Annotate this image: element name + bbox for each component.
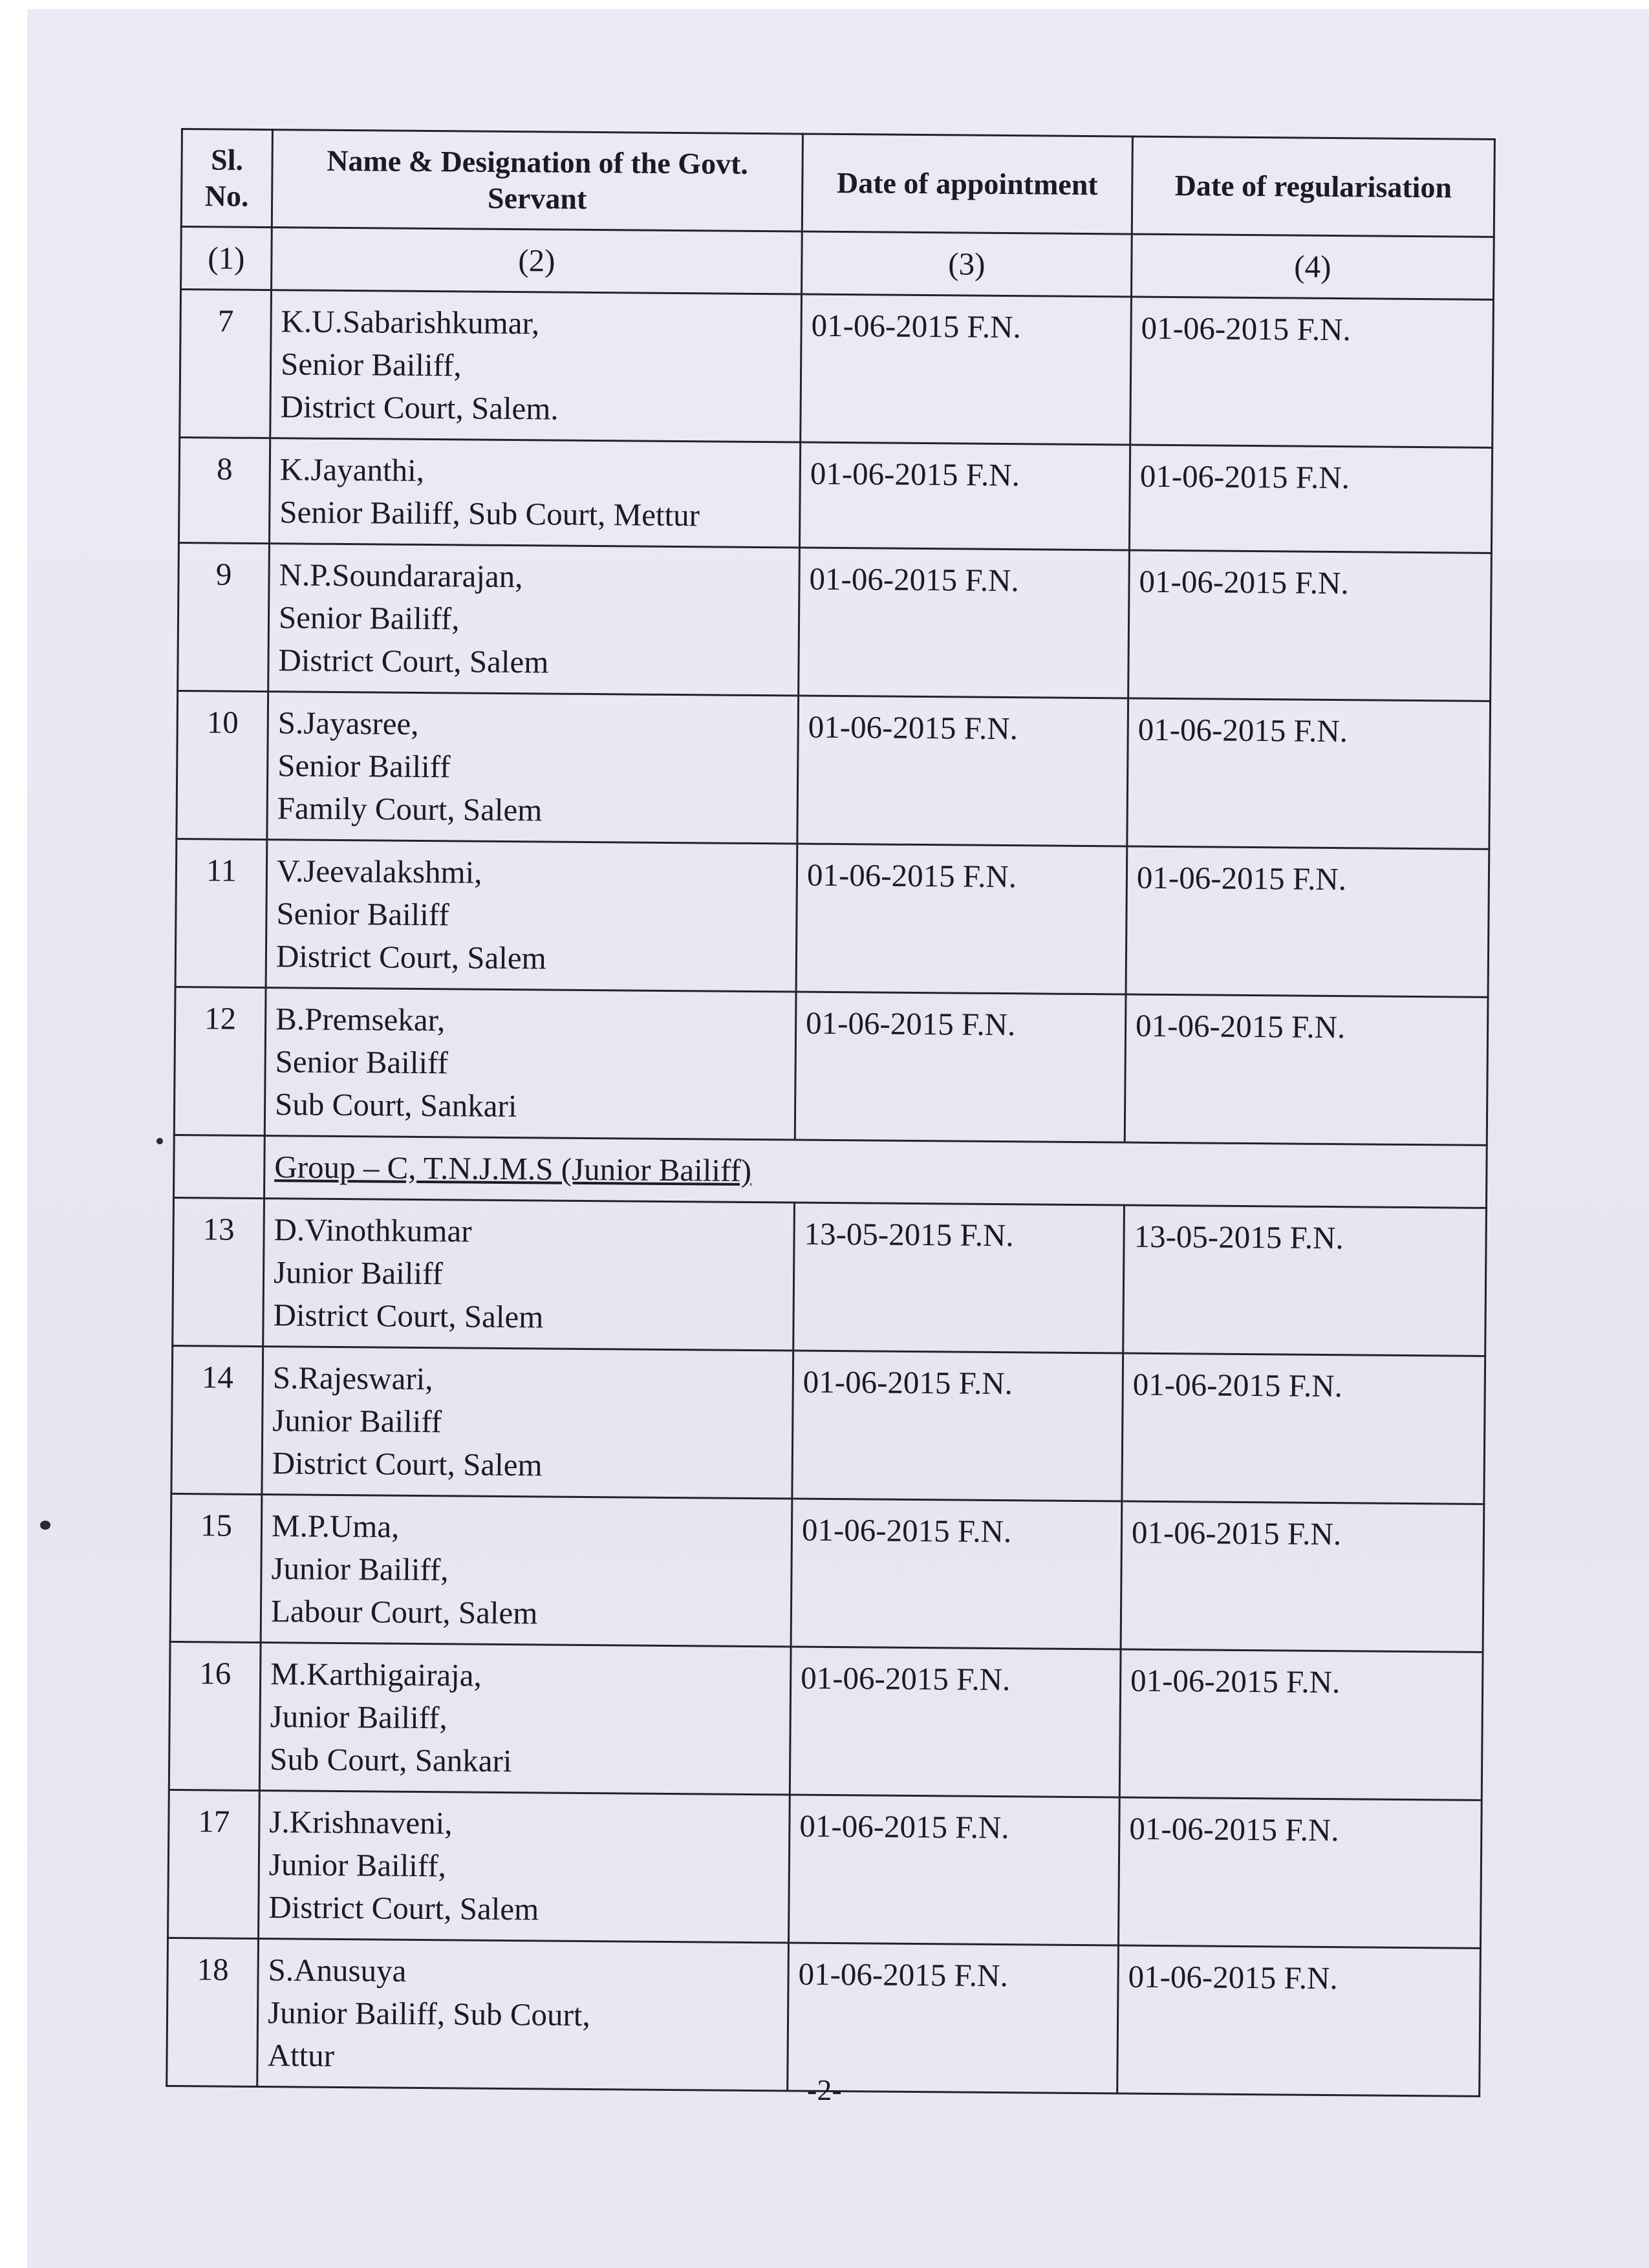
column-index-2: (2) <box>272 228 803 294</box>
name-designation-cell <box>270 290 802 442</box>
scan-speck <box>40 1521 50 1530</box>
scan-edge-left <box>0 0 27 2268</box>
name-designation-line: Junior Bailiff, <box>271 1550 449 1588</box>
serial-number-cell: 11 <box>175 839 267 987</box>
name-designation-line: Sub Court, Sankari <box>269 1741 512 1779</box>
name-designation-line: D.Vinothkumar <box>274 1212 472 1249</box>
scan-speck <box>156 1138 163 1144</box>
scan-edge-top <box>0 0 1649 9</box>
name-designation-line: N.P.Soundararajan, <box>279 557 523 595</box>
name-designation-cell <box>262 1347 793 1499</box>
regularisation-date-cell: 01-06-2015 F.N. <box>1122 1353 1485 1504</box>
group-heading-row <box>174 1135 1487 1208</box>
name-designation-line: Junior Bailiff, <box>270 1698 447 1736</box>
table-row <box>180 290 1494 448</box>
table-row <box>177 690 1491 849</box>
appointment-date-cell: 13-05-2015 F.N. <box>793 1203 1125 1353</box>
name-designation-line: Junior Bailiff, <box>268 1846 447 1884</box>
appointment-date-cell: 01-06-2015 F.N. <box>792 1351 1123 1501</box>
table-row <box>173 1197 1487 1356</box>
name-designation-line: M.Karthigairaja, <box>270 1656 482 1693</box>
name-designation-line: S.Anusuya <box>268 1952 407 1989</box>
name-designation-line: M.P.Uma, <box>271 1508 400 1545</box>
serial-number-cell: 12 <box>174 987 266 1135</box>
name-designation-line: S.Jayasree, <box>277 705 419 742</box>
table-header-row <box>181 129 1494 237</box>
regularisation-date-cell: 01-06-2015 F.N. <box>1130 297 1494 447</box>
name-designation-cell <box>267 692 799 844</box>
appointment-date-cell: 01-06-2015 F.N. <box>788 1943 1119 2093</box>
name-designation-line: Attur <box>267 2037 335 2073</box>
name-designation-cell <box>259 1791 790 1943</box>
serial-number-cell: 13 <box>173 1197 264 1346</box>
serial-number-cell: 8 <box>178 437 270 543</box>
regularisation-date-cell: 13-05-2015 F.N. <box>1123 1205 1487 1356</box>
name-designation-cell <box>263 1199 795 1351</box>
name-designation-cell <box>261 1495 792 1647</box>
name-designation-line: Senior Bailiff <box>276 895 449 933</box>
regularisation-date-cell: 01-06-2015 F.N. <box>1127 698 1491 849</box>
name-designation-line: District Court, Salem <box>278 642 549 680</box>
appointment-date-cell: 01-06-2015 F.N. <box>795 992 1126 1142</box>
name-designation-line: Senior Bailiff, <box>278 599 460 637</box>
regularisation-date-cell: 01-06-2015 F.N. <box>1126 846 1489 997</box>
header-date-regularisation: Date of regularisation <box>1132 136 1494 237</box>
header-date-appointment: Date of appointment <box>802 134 1132 234</box>
name-designation-line: Junior Bailiff, Sub Court, <box>267 1995 590 2033</box>
table-row <box>168 1790 1482 1948</box>
column-index-3: (3) <box>802 231 1132 297</box>
serial-number-cell: 7 <box>180 290 272 438</box>
table-row <box>174 987 1488 1145</box>
name-designation-cell <box>257 1939 789 2091</box>
table-row <box>170 1493 1484 1652</box>
table-row <box>171 1345 1485 1504</box>
page-number: -2- <box>807 2073 842 2106</box>
serial-number-cell: 14 <box>171 1345 263 1494</box>
group-heading-spacer <box>174 1135 265 1198</box>
name-designation-line: Family Court, Salem <box>277 790 543 828</box>
appointment-date-cell: 01-06-2015 F.N. <box>801 294 1132 445</box>
name-designation-cell <box>266 840 797 992</box>
name-designation-line: Junior Bailiff <box>272 1402 442 1440</box>
name-designation-line: K.Jayanthi, <box>279 451 425 488</box>
serial-number-cell: 15 <box>170 1493 262 1642</box>
regularisation-date-cell: 01-06-2015 F.N. <box>1117 1945 1481 2096</box>
appointment-date-cell: 01-06-2015 F.N. <box>797 696 1128 846</box>
name-designation-cell <box>269 438 800 548</box>
name-designation-line: District Court, Salem <box>273 1297 544 1335</box>
name-designation-line: Labour Court, Salem <box>270 1593 538 1631</box>
regularisation-date-cell: 01-06-2015 F.N. <box>1121 1501 1484 1652</box>
appointment-date-cell: 01-06-2015 F.N. <box>799 442 1130 550</box>
appointment-date-cell: 01-06-2015 F.N. <box>791 1499 1122 1649</box>
name-designation-cell <box>268 544 800 696</box>
table-row <box>178 542 1492 701</box>
appointment-date-cell: 01-06-2015 F.N. <box>799 548 1130 698</box>
regularisation-date-cell: 01-06-2015 F.N. <box>1118 1797 1482 1948</box>
name-designation-line: B.Premsekar, <box>275 1001 446 1038</box>
name-designation-line: Senior Bailiff, Sub Court, Mettur <box>279 494 700 533</box>
name-designation-line: Sub Court, Sankari <box>274 1086 517 1124</box>
serial-number-cell: 16 <box>169 1642 261 1790</box>
name-designation-line: District Court, Salem. <box>280 389 559 427</box>
regularisation-date-cell: 01-06-2015 F.N. <box>1119 1649 1483 1800</box>
senior-bailiff-rows <box>174 290 1493 1146</box>
table-row <box>175 839 1489 997</box>
serial-number-cell: 17 <box>168 1790 260 1938</box>
header-sl-no: Sl. No. <box>181 129 272 228</box>
name-designation-line: J.Krishnaveni, <box>269 1804 453 1841</box>
name-designation-line: Junior Bailiff <box>273 1254 444 1292</box>
junior-bailiff-rows <box>167 1197 1487 2096</box>
name-designation-line: District Court, Salem <box>268 1889 539 1927</box>
table-row <box>169 1642 1483 1800</box>
column-index-4: (4) <box>1131 234 1494 299</box>
regularisation-date-cell: 01-06-2015 F.N. <box>1128 550 1492 701</box>
serial-number-cell: 9 <box>178 542 270 691</box>
name-designation-cell <box>264 988 796 1140</box>
name-designation-line: V.Jeevalakshmi, <box>276 853 482 890</box>
regularisation-date-cell: 01-06-2015 F.N. <box>1129 445 1492 553</box>
name-designation-line: Senior Bailiff <box>277 747 451 785</box>
name-designation-line: Senior Bailiff <box>275 1043 449 1081</box>
table-row <box>178 437 1492 553</box>
appointment-date-cell: 01-06-2015 F.N. <box>796 844 1127 994</box>
appointment-date-cell: 01-06-2015 F.N. <box>790 1647 1121 1797</box>
serial-number-cell: 18 <box>167 1938 259 2086</box>
name-designation-line: District Court, Salem <box>275 938 546 976</box>
column-index-1: (1) <box>181 227 272 290</box>
appointment-date-cell: 01-06-2015 F.N. <box>788 1795 1119 1945</box>
group-heading: Group – C, T.N.J.M.S (Junior Bailiff) <box>264 1136 1487 1208</box>
column-index-row <box>181 227 1494 300</box>
name-designation-cell <box>259 1643 791 1795</box>
header-name-designation: Name & Designation of the Govt. Servant <box>272 130 803 231</box>
group-heading-section <box>174 1135 1487 1208</box>
regularisation-date-cell: 01-06-2015 F.N. <box>1125 994 1488 1145</box>
serial-number-cell: 10 <box>177 690 268 839</box>
name-designation-line: S.Rajeswari, <box>272 1360 433 1397</box>
name-designation-line: Senior Bailiff, <box>280 346 462 383</box>
name-designation-line: K.U.Sabarishkumar, <box>281 303 540 341</box>
regularisation-table <box>166 128 1496 2097</box>
name-designation-line: District Court, Salem <box>272 1445 543 1483</box>
